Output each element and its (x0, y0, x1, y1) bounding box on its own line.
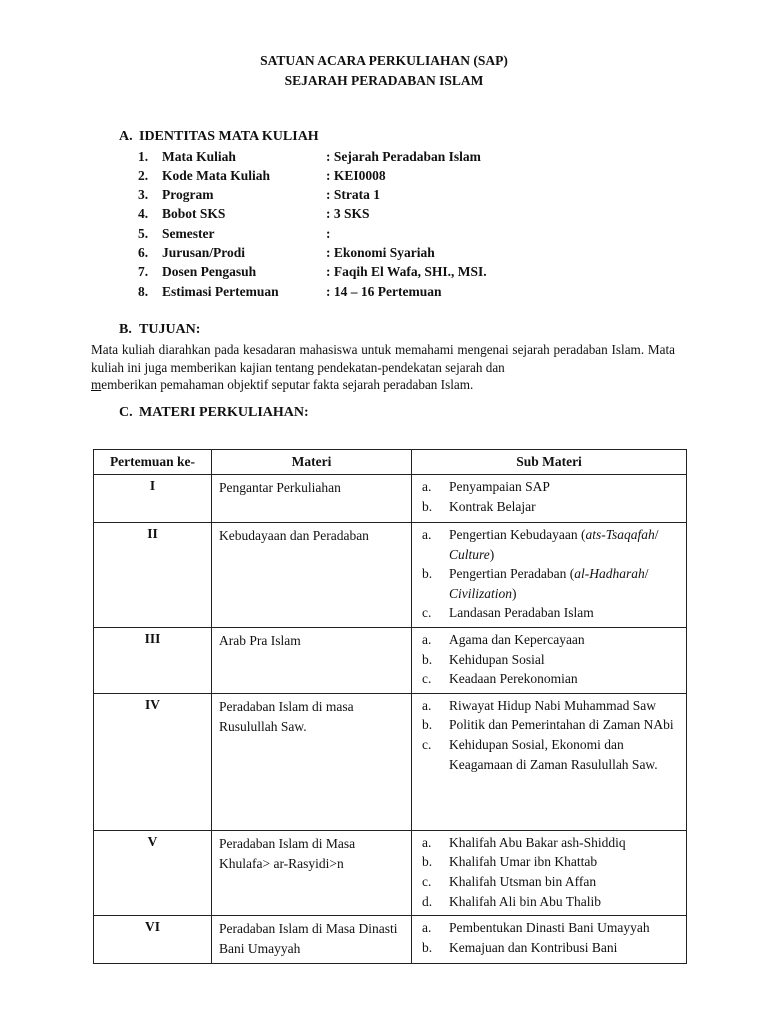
identity-label: Kode Mata Kuliah (162, 168, 271, 183)
sub-materi-italic-term: Culture (449, 546, 490, 562)
identity-num: 6. (138, 245, 149, 260)
table-row (94, 475, 687, 523)
sub-materi-text: Khalifah Abu Bakar ash-Shiddiq (449, 834, 626, 850)
sub-materi-letter: d. (422, 893, 433, 909)
identity-label: Jurusan/Prodi (162, 245, 246, 260)
sub-materi-cell (412, 523, 687, 628)
sub-materi-text-part: Pengertian Kebudayaan ( (449, 527, 586, 542)
sub-materi-letter: a. (422, 834, 432, 850)
header-sub-materi: Sub Materi (412, 450, 687, 475)
sub-materi-cell (412, 627, 687, 693)
header-pertemuan: Pertemuan ke- (94, 450, 212, 475)
identity-row (138, 187, 380, 206)
identity-num: 7. (138, 264, 149, 279)
sub-materi-cell (412, 475, 687, 523)
sub-materi-item (422, 497, 682, 517)
sub-materi-item (422, 669, 682, 689)
identity-num: 5. (138, 226, 149, 241)
sub-materi-text: Kemajuan dan Kontribusi Bani (449, 939, 618, 955)
sub-materi-letter: a. (422, 920, 432, 936)
identity-label: Bobot SKS (162, 206, 226, 221)
identity-row (138, 226, 331, 245)
sub-materi-text: Khalifah Ali bin Abu Thalib (449, 893, 601, 909)
table-row (94, 523, 687, 628)
sub-materi-item (422, 564, 682, 603)
table-row (94, 627, 687, 693)
sub-materi-letter: c. (422, 736, 432, 752)
materi-cell: Peradaban Islam di Masa Dinasti Bani Umayyah (212, 916, 412, 964)
identity-value: : 14 – 16 Pertemuan (326, 284, 442, 299)
materi-cell: Arab Pra Islam (212, 627, 412, 693)
sub-materi-text: Kontrak Belajar (449, 498, 536, 514)
materi-cell: Kebudayaan dan Peradaban (212, 523, 412, 628)
pertemuan-cell: IV (94, 693, 212, 830)
identity-value: : (326, 226, 331, 241)
section-a-letter: A. (119, 129, 133, 144)
sub-materi-item (422, 696, 682, 716)
sub-materi-item (422, 938, 682, 958)
sub-materi-item (422, 892, 682, 912)
identity-label: Estimasi Pertemuan (162, 284, 279, 299)
table-row (94, 916, 687, 964)
sub-materi-text (449, 525, 682, 564)
sub-materi-italic-term: Civilization (449, 585, 513, 601)
identity-label: Semester (162, 226, 215, 241)
sub-materi-item (422, 630, 682, 650)
pertemuan-cell: I (94, 475, 212, 523)
sub-materi-cell (412, 830, 687, 915)
identity-row (138, 168, 386, 187)
section-a-heading (119, 129, 319, 145)
pertemuan-cell: VI (94, 916, 212, 964)
identity-row (138, 245, 435, 264)
sub-materi-letter: c. (422, 671, 432, 687)
sub-materi-item (422, 715, 682, 735)
sub-materi-letter: a. (422, 479, 432, 494)
tujuan-paragraph (91, 341, 675, 394)
sub-materi-text: Agama dan Kepercayaan (449, 631, 585, 647)
sub-materi-text: Riwayat Hidup Nabi Muhammad Saw (449, 697, 656, 713)
section-a-title: IDENTITAS MATA KULIAH (139, 129, 319, 144)
section-c-title: MATERI PERKULIAHAN: (139, 405, 309, 420)
section-b-letter: B. (119, 322, 132, 337)
sub-materi-letter: a. (422, 631, 432, 647)
sub-materi-text: Pembentukan Dinasti Bani Umayyah (449, 920, 650, 936)
identity-value: : Sejarah Peradaban Islam (326, 149, 481, 164)
sub-materi-letter: c. (422, 873, 432, 889)
identity-label: Program (162, 187, 214, 202)
sub-materi-text (449, 564, 682, 603)
sub-materi-item (422, 735, 682, 774)
identity-num: 1. (138, 149, 149, 164)
sub-materi-item (422, 477, 682, 497)
tujuan-text-1: Mata kuliah diarahkan pada kesadaran mahasiswa untuk memahami mengenai sejarah peradaban Islam. Mata kuliah ini juga memberikan kajian tentang pendekatan-pendekatan sejarah dan (91, 342, 675, 375)
identity-row (138, 264, 487, 283)
sub-materi-letter: b. (422, 854, 433, 870)
sub-materi-text: Khalifah Utsman bin Affan (449, 873, 597, 889)
sub-materi-item (422, 650, 682, 670)
sub-materi-letter: a. (422, 697, 432, 713)
sub-materi-letter: b. (422, 651, 433, 667)
sub-materi-item (422, 872, 682, 892)
sub-materi-text: Politik dan Pemerintahan di Zaman NAbi (449, 717, 674, 733)
sub-materi-item (422, 833, 682, 853)
sub-materi-letter: c. (422, 605, 432, 621)
identity-num: 2. (138, 168, 149, 183)
identity-row (138, 149, 481, 168)
pertemuan-cell: V (94, 830, 212, 915)
sub-materi-item (422, 525, 682, 564)
identity-row (138, 206, 370, 225)
sub-materi-cell (412, 693, 687, 830)
sub-materi-italic-term: ats-Tsaqafah (585, 527, 655, 542)
identity-label: Mata Kuliah (162, 149, 236, 164)
sub-materi-text: Keadaan Perekonomian (449, 671, 578, 687)
identity-num: 4. (138, 206, 149, 221)
sub-materi-text: Khalifah Umar ibn Khattab (449, 854, 598, 870)
identity-value: : 3 SKS (326, 206, 370, 221)
sub-materi-letter: b. (422, 498, 433, 514)
materi-cell: Peradaban Islam di masa Rusulullah Saw. (212, 693, 412, 830)
pertemuan-cell: II (94, 523, 212, 628)
header-materi: Materi (212, 450, 412, 475)
sub-materi-letter: b. (422, 566, 433, 582)
identity-value: : Faqih El Wafa, SHI., MSI. (326, 264, 487, 279)
table-header-row (94, 450, 687, 475)
table-row (94, 830, 687, 915)
sub-materi-text-part: ) (489, 546, 495, 562)
identity-num: 3. (138, 187, 149, 202)
sub-materi-cell (412, 916, 687, 964)
sub-materi-letter: b. (422, 939, 433, 955)
section-c-letter: C. (119, 405, 133, 420)
materi-table (93, 449, 687, 964)
sub-materi-text: Penyampaian SAP (449, 479, 550, 494)
sub-materi-text: Landasan Peradaban Islam (449, 605, 594, 621)
sub-materi-letter: a. (422, 527, 432, 542)
table-row (94, 693, 687, 830)
sub-materi-text-part: / (644, 566, 649, 582)
sub-materi-text: Kehidupan Sosial, Ekonomi dan Keagamaan di Zaman Rasulullah Saw. (449, 736, 658, 772)
sub-materi-item (422, 852, 682, 872)
doc-subtitle: SEJARAH PERADABAN ISLAM (284, 73, 484, 88)
tujuan-text-2: memberikan pemahaman objektif seputar fakta sejarah peradaban Islam. (91, 377, 474, 392)
identity-value: : Strata 1 (326, 187, 380, 202)
identity-num: 8. (138, 284, 149, 299)
sub-materi-italic-term: al-Hadharah (574, 566, 645, 582)
materi-cell: Peradaban Islam di Masa Khulafa> ar-Rasyidi>n (212, 830, 412, 915)
materi-cell: Pengantar Perkuliahan (212, 475, 412, 523)
identity-row (138, 284, 441, 303)
identity-label: Dosen Pengasuh (162, 264, 257, 279)
sub-materi-text: Kehidupan Sosial (449, 651, 545, 667)
identity-value: : KEI0008 (326, 168, 386, 183)
section-c-heading (119, 405, 309, 421)
sub-materi-text-part: ) (512, 585, 517, 601)
section-b-heading (119, 322, 200, 338)
sub-materi-item (422, 603, 682, 623)
sub-materi-letter: b. (422, 717, 433, 733)
sub-materi-item (422, 918, 682, 938)
doc-title: SATUAN ACARA PERKULIAHAN (SAP) (260, 53, 508, 68)
identity-value: : Ekonomi Syariah (326, 245, 435, 260)
section-b-title: TUJUAN: (139, 322, 201, 337)
pertemuan-cell: III (94, 627, 212, 693)
sub-materi-text-part: / (654, 527, 659, 542)
sub-materi-text-part: Pengertian Peradaban ( (449, 566, 575, 582)
